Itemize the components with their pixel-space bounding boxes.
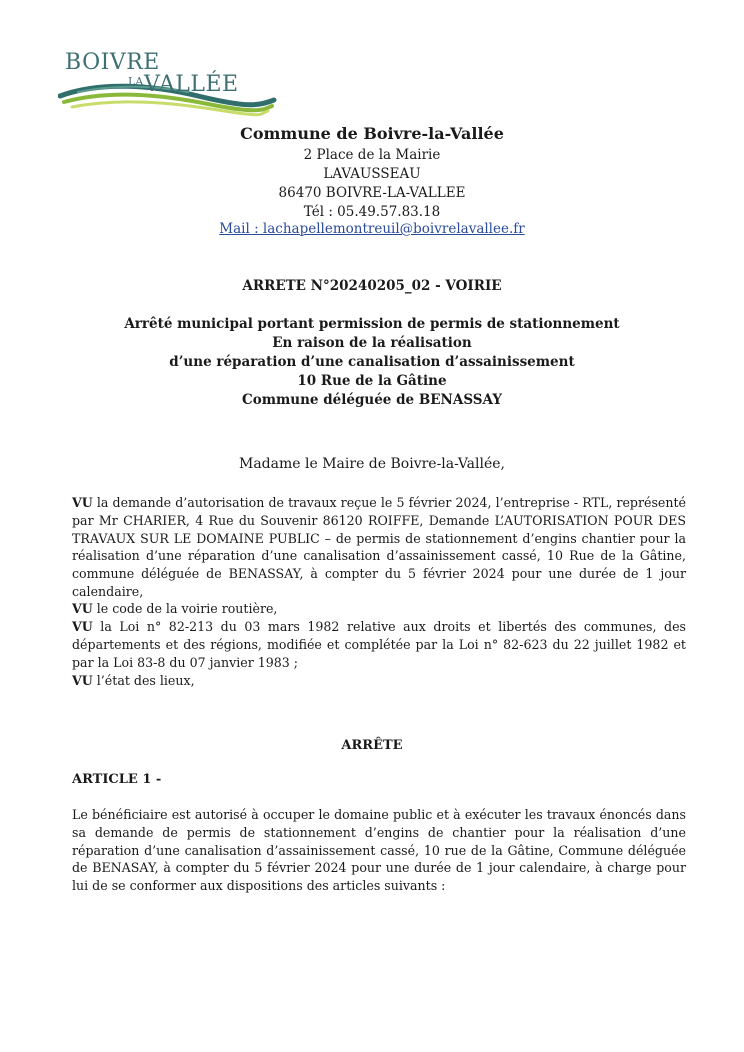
- vu-text: le code de la voirie routière,: [92, 601, 278, 616]
- subject-line-4: 10 Rue de la Gâtine: [297, 373, 447, 389]
- subject-line-5: Commune déléguée de BENASSAY: [241, 392, 502, 408]
- consideration-vu-1: [72, 494, 686, 601]
- consideration-vu-2: [72, 600, 686, 618]
- address-line-2: LAVAUSSEAU: [323, 166, 421, 182]
- article-1-text: Le bénéficiaire est autorisé à occuper le domaine public et à exécuter les travaux énoncés dans sa demande de permis de stationnement d’engins de chantier pour la réalisation d’une réparation d’une canalisation d’assainissement cassé, 10 rue de la Gâtine, Commune déléguée de BENASAY, à compter du 5 février 2024 pour une durée de 1 jour calendaire, à charge pour lui de se conformer aux dispositions des articles suivants :: [72, 807, 686, 894]
- subject-line-2: En raison de la réalisation: [272, 335, 472, 351]
- logo-text-vallee: VALLÉE: [144, 72, 239, 97]
- consideration-vu-4: [72, 672, 686, 690]
- article-1-title: ARTICLE 1 -: [72, 772, 162, 787]
- subject-line-3: d’une réparation d’une canalisation d’assainissement: [169, 354, 575, 370]
- logo-text-boivre: BOIVRE: [65, 50, 160, 75]
- mayor-heading: Madame le Maire de Boivre-la-Vallée,: [239, 456, 505, 472]
- address-line-3: 86470 BOIVRE-LA-VALLEE: [278, 185, 466, 201]
- arrete-heading: ARRÊTE: [341, 738, 403, 753]
- vu-label: VU: [72, 601, 93, 616]
- commune-logo: [58, 44, 278, 124]
- subject-line-1: Arrêté municipal portant permission de permis de stationnement: [124, 316, 620, 332]
- logo-text-la: LA: [128, 75, 144, 88]
- vu-text: la Loi n° 82-213 du 03 mars 1982 relative aux droits et libertés des communes, des départements et des régions, modifiée et complétée par la Loi n° 82-623 du 22 juillet 1982 et par la Loi 83-8 du 07 janvier 1983 ;: [72, 619, 686, 670]
- address-line-1: 2 Place de la Mairie: [303, 147, 441, 163]
- phone-number: Tél : 05.49.57.83.18: [303, 204, 441, 220]
- mail-link[interactable]: Mail : lachapellemontreuil@boivrelavallee.fr: [219, 221, 525, 237]
- vu-label: VU: [72, 495, 93, 510]
- vu-label: VU: [72, 673, 93, 688]
- vu-text: l’état des lieux,: [92, 673, 195, 688]
- commune-name: Commune de Boivre-la-Vallée: [240, 124, 504, 143]
- vu-label: VU: [72, 619, 93, 634]
- arrete-number: ARRETE N°20240205_02 - VOIRIE: [242, 278, 502, 294]
- consideration-vu-3: [72, 618, 686, 671]
- vu-text: la demande d’autorisation de travaux reçue le 5 février 2024, l’entreprise - RTL, représenté par Mr CHARIER, 4 Rue du Souvenir 86120 ROIFFE, Demande L’AUTORISATION POUR DES TRAVAUX SUR LE DOMAINE PUBLIC – de permis de stationnement d’engins chantier pour la réalisation d’une réparation d’une canalisation d’assainissement cassé, 10 Rue de la Gâtine, commune déléguée de BENASSAY, à compter du 5 février 2024 pour une durée de 1 jour calendaire,: [72, 495, 686, 599]
